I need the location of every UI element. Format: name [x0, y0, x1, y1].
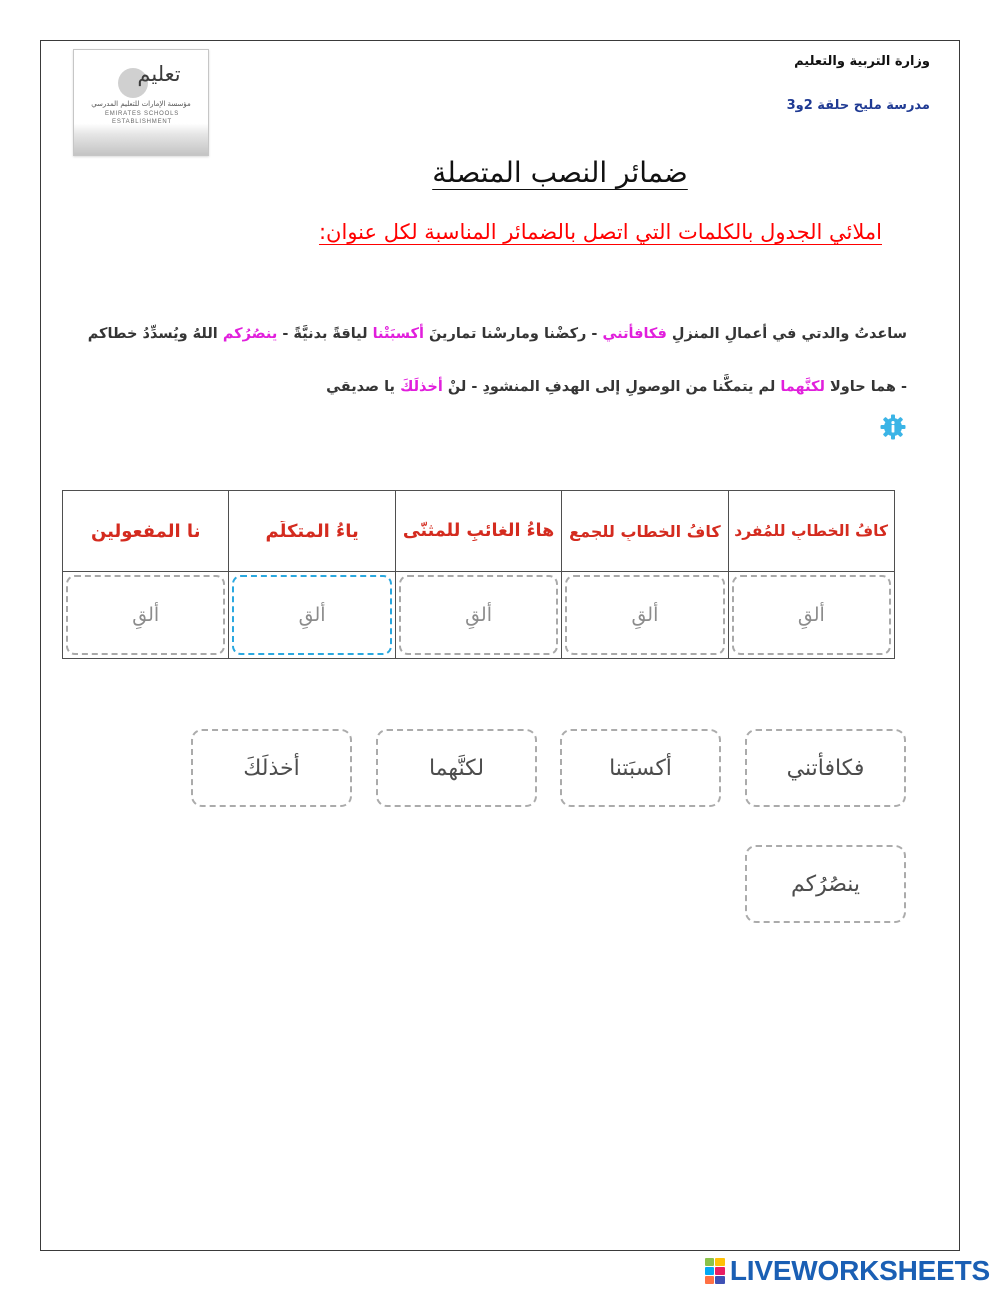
passage-line — [62, 308, 907, 361]
info-icon[interactable] — [880, 414, 906, 440]
logo-org-english: EMIRATES SCHOOLS ESTABLISHMENT — [104, 111, 180, 125]
table-drop-row — [63, 572, 895, 659]
highlighted-word: أكسبَتْنا — [372, 326, 424, 342]
highlighted-word: فكافأتني — [602, 326, 667, 342]
drop-zone-kaf-singular[interactable]: ألقِ — [732, 575, 891, 655]
highlighted-word: ينصُرُكم — [222, 326, 278, 342]
school-logo — [73, 49, 209, 156]
table-cell — [63, 572, 229, 659]
worksheet-title-text: ضمائر النصب المتصلة — [432, 156, 688, 189]
passage-text: اللهُ ويُسدِّدُ خطاكم — [87, 326, 223, 342]
passage-text: لم يتمكَّنا من الوصولِ إلى الهدفِ المنشودِ - لنْ — [442, 379, 781, 395]
word-tile-yansurukum[interactable]: ينصُرُكم — [745, 845, 906, 923]
logo-org-arabic: مؤسسة الإمارات للتعليم المدرسي — [91, 100, 191, 108]
logo-wordmark: تعليم — [137, 62, 181, 86]
table-cell — [395, 572, 561, 659]
word-tile-fakafaatni[interactable]: فكافأتني — [745, 729, 906, 807]
passage — [62, 308, 907, 414]
header-ya-speaker — [229, 491, 395, 572]
column-header-label: كافُ الخطابِ للمُفرد — [734, 522, 888, 540]
highlighted-word: أخذلَكَ — [400, 379, 443, 395]
instruction — [262, 214, 882, 250]
word-tile-lakinnahuma[interactable]: لكنَّهما — [376, 729, 537, 807]
table-header-row — [63, 491, 895, 572]
column-header-label: كافُ الخطابِ للجمعِ — [569, 521, 721, 541]
highlighted-word: لكنَّهما — [780, 379, 825, 395]
liveworksheets-brand-text: LIVEWORKSHEETS — [729, 1255, 990, 1286]
table-cell — [229, 572, 395, 659]
column-header-label: نا المفعولين — [90, 520, 201, 542]
header-kaf-singular — [728, 491, 894, 572]
column-header-label: هاءُ الغائبِ للمثنّى — [402, 521, 555, 541]
header-ha-dual — [395, 491, 561, 572]
ministry-name: وزارة التربية والتعليم — [794, 54, 930, 69]
word-tile-aksabatna[interactable]: أكسبَتنا — [560, 729, 721, 807]
passage-text: يا صديقي — [326, 379, 401, 395]
passage-text: - ركضْنا ومارسْنا تمارينَ — [423, 326, 603, 342]
passage-text: - هما حاولا — [824, 379, 907, 395]
table-cell — [562, 572, 728, 659]
school-name: مدرسة مليح حلقة 2و3 — [786, 98, 930, 113]
drop-zone-na-object[interactable]: ألقِ — [66, 575, 225, 655]
liveworksheets-logo-icon — [705, 1258, 725, 1284]
header-kaf-plural — [562, 491, 728, 572]
worksheet-title — [360, 156, 760, 189]
header-na-object — [63, 491, 229, 572]
word-tile-akhdhulaka[interactable]: أخذلَكَ — [191, 729, 352, 807]
passage-text: ساعدتُ والدتي في أعمالِ المنزلِ — [666, 326, 907, 342]
table-cell — [728, 572, 894, 659]
liveworksheets-logo[interactable] — [705, 1256, 990, 1286]
passage-line — [62, 361, 907, 414]
drop-zone-kaf-plural[interactable]: ألقِ — [565, 575, 724, 655]
answer-table — [62, 490, 895, 659]
column-header-label: ياءُ المتكلِّمِ — [265, 520, 359, 542]
instruction-text: املائي الجدول بالكلمات التي اتصل بالضمائر المناسبة لكل عنوان: — [318, 220, 882, 244]
drop-zone-ha-dual[interactable]: ألقِ — [399, 575, 558, 655]
drop-zone-ya-speaker[interactable]: ألقِ — [232, 575, 391, 655]
passage-text: لياقةً بدنيَّةً - — [277, 326, 373, 342]
